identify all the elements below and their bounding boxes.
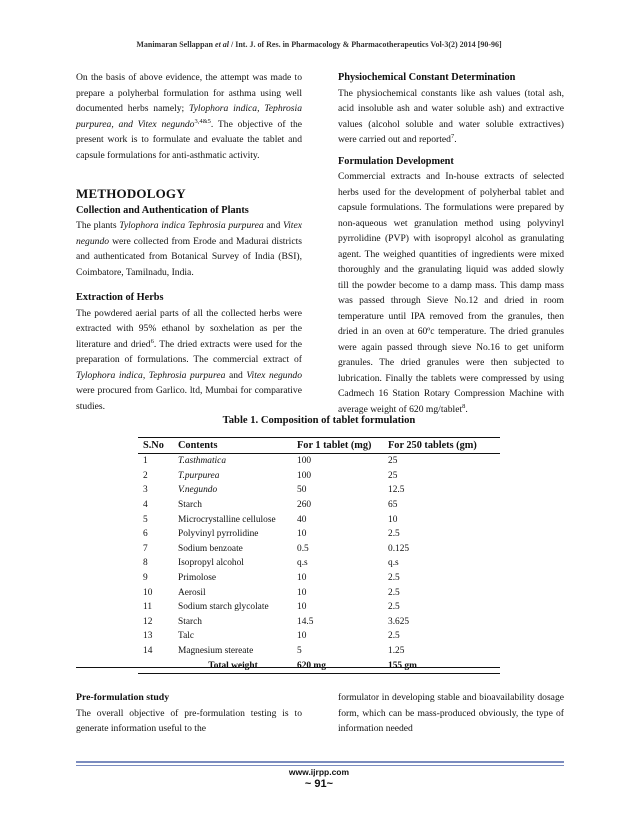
cell-per-250: 2.5 bbox=[388, 602, 400, 613]
table-row bbox=[138, 483, 500, 498]
bottom-left-column bbox=[76, 690, 302, 737]
cell-per-250: 2.5 bbox=[388, 587, 400, 598]
table-row bbox=[138, 571, 500, 586]
cell-per-250: 25 bbox=[388, 456, 398, 467]
preformulation-heading: Pre-formulation study bbox=[76, 692, 170, 703]
cell-per-250: 65 bbox=[388, 500, 398, 511]
physio-heading: Physiochemical Constant Determination bbox=[338, 72, 516, 83]
cell-contents: Starch bbox=[178, 616, 202, 627]
collection-paragraph: The plants Tylophora indica Tephrosia purpurea and Vitex negundo were collected from Erode and Madurai districts and authenticated from Botanical Survey of India (BSI), Coimbatore, Tamilnadu, India. bbox=[76, 220, 302, 278]
footer-rule-thick bbox=[76, 761, 564, 763]
cell-per-tablet: 260 bbox=[297, 500, 312, 511]
cell-per-tablet: 100 bbox=[297, 470, 312, 481]
cell-sno: 7 bbox=[143, 543, 148, 554]
cell-sno: 12 bbox=[143, 616, 153, 627]
table-row bbox=[138, 600, 500, 615]
table-row bbox=[138, 498, 500, 513]
cell-per-tablet: q.s bbox=[297, 558, 308, 569]
extraction-paragraph: The powdered aerial parts of all the collected herbs were extracted with 95% ethanol by soxhelation as per the literature and dried$^6$. The dried extracts were used for the preparation of formulations. The commercial extract of Tylophora indica, Tephrosia purpurea and Vitex negundo were procured from Garlico. ltd, Mumbai for comparative studies. bbox=[76, 307, 302, 412]
cell-contents: Sodium starch glycolate bbox=[178, 602, 269, 613]
cell-contents: Aerosil bbox=[178, 587, 206, 598]
cell-contents: Polyvinyl pyrrolidine bbox=[178, 529, 259, 540]
cell-per-250: 12.5 bbox=[388, 485, 405, 496]
header-contents: Contents bbox=[173, 438, 292, 454]
header-per-250: For 250 tablets (gm) bbox=[383, 438, 500, 454]
cell-per-250: 2.5 bbox=[388, 573, 400, 584]
physio-paragraph: The physiochemical constants like ash values (total ash, acid insoluble ash and water soluble ash) and extractive values (alcohol soluble and water soluble extractives) were carried out and reported$^7$. bbox=[338, 87, 564, 145]
table-row bbox=[138, 585, 500, 600]
page-number: ~ 91~ bbox=[304, 778, 334, 790]
table-row bbox=[138, 556, 500, 571]
cell-sno: 14 bbox=[143, 646, 153, 657]
cell-per-250: 0.125 bbox=[388, 543, 410, 554]
cell-sno: 3 bbox=[143, 485, 148, 496]
intro-paragraph: On the basis of above evidence, the attempt was made to prepare a polyherbal formulation for asthma using well documented herbs namely; Tylophora indica, Tephrosia purpurea, and Vitex negundo$^{3,4\&5}$. The objective of the present work is to formulate and evaluate the tablet and capsule formulations for anti-asthmatic activity. bbox=[76, 72, 303, 161]
cell-contents: Microcrystalline cellulose bbox=[178, 514, 276, 525]
cell-per-tablet: 40 bbox=[297, 514, 307, 525]
cell-sno: 8 bbox=[143, 558, 148, 569]
table-row bbox=[138, 469, 500, 484]
table-row bbox=[138, 615, 500, 630]
preformulation-paragraph: The overall objective of pre-formulation testing is to generate information useful to the bbox=[76, 707, 302, 734]
cell-sno: 1 bbox=[143, 456, 148, 467]
formulation-paragraph: Commercial extracts and In-house extracts of selected herbs used for the development of polyherbal tablet and capsule formulations. The formulations were prepared by non-aqueous wet granulation method using polyvinyl pyrrolidine (PVP) with isopropyl alcohol as granulating agent. The weighed quantities of ingredients were mixed thoroughly and the granulating liquid was added slowly till the powder become to a damp mass. This damp mass was passed through Sieve No.12 and dried in room temperature until IPA removed from the granules, then dried in an oven at 60ºc temperature. The dried granules were again passed through sieve No.16 to get uniform granules. The dried granules were then subjected to lubrication. Finally the tablets were compressed by using Cadmech 16 Station Rotary Compression Machine with average weight of 620 mg/tablet$^8$. bbox=[338, 171, 564, 415]
section-divider bbox=[76, 667, 500, 668]
cell-per-tablet: 0.5 bbox=[297, 543, 309, 554]
extraction-heading: Extraction of Herbs bbox=[76, 292, 164, 303]
footer-rule-thin bbox=[76, 765, 564, 766]
preformulation-continued: formulator in developing stable and bioavailability dosage form, which can be mass-produced obviously, the type of information needed bbox=[338, 692, 564, 734]
header-sno: S.No bbox=[138, 438, 173, 454]
cell-contents: V.negundo bbox=[178, 485, 218, 496]
cell-contents: T.asthmatica bbox=[178, 456, 227, 467]
formulation-heading: Formulation Development bbox=[338, 155, 454, 167]
table-title: Table 1. Composition of tablet formulation bbox=[222, 415, 416, 426]
cell-per-tablet: 10 bbox=[297, 631, 307, 642]
cell-contents: Sodium benzoate bbox=[178, 543, 243, 554]
table-row bbox=[138, 512, 500, 527]
table-header-row bbox=[138, 438, 500, 454]
cell-sno: 9 bbox=[143, 573, 148, 584]
cell-per-tablet: 10 bbox=[297, 602, 307, 613]
cell-sno: 4 bbox=[143, 500, 148, 511]
cell-per-250: q.s bbox=[388, 558, 399, 569]
total-per-tablet: 620 mg bbox=[292, 658, 383, 673]
table-row bbox=[138, 629, 500, 644]
cell-per-tablet: 5 bbox=[297, 646, 302, 657]
left-column bbox=[76, 70, 302, 414]
cell-contents: Primolose bbox=[178, 573, 217, 584]
cell-sno: 2 bbox=[143, 470, 148, 481]
cell-contents: Starch bbox=[178, 500, 202, 511]
cell-per-tablet: 50 bbox=[297, 485, 307, 496]
total-per-250: 155 gm bbox=[383, 658, 500, 673]
collection-heading: Collection and Authentication of Plants bbox=[76, 204, 249, 216]
cell-contents: Talc bbox=[178, 631, 194, 642]
cell-sno: 5 bbox=[143, 514, 148, 525]
cell-sno: 10 bbox=[143, 587, 153, 598]
cell-sno: 6 bbox=[143, 529, 148, 540]
cell-per-tablet: 10 bbox=[297, 587, 307, 598]
total-label: Total weight bbox=[173, 658, 292, 673]
footer-url: www.ijrpp.com bbox=[288, 767, 350, 777]
cell-per-250: 10 bbox=[388, 514, 398, 525]
header-per-tablet: For 1 tablet (mg) bbox=[292, 438, 383, 454]
cell-per-250: 2.5 bbox=[388, 529, 400, 540]
table-total-row bbox=[138, 658, 500, 673]
cell-sno: 11 bbox=[143, 602, 153, 613]
table-row bbox=[138, 644, 500, 659]
total-blank bbox=[138, 658, 173, 673]
cell-per-tablet: 100 bbox=[297, 456, 312, 467]
cell-per-250: 1.25 bbox=[388, 646, 405, 657]
methodology-heading: METHODOLOGY bbox=[76, 186, 186, 201]
running-header: Manimaran Sellappan et al / Int. J. of Res. in Pharmacology & Pharmacotherapeutics Vol-3(2) 2014 [90-96] bbox=[136, 40, 502, 49]
cell-per-tablet: 10 bbox=[297, 529, 307, 540]
cell-per-tablet: 14.5 bbox=[297, 616, 314, 627]
table-row bbox=[138, 542, 500, 557]
right-column bbox=[338, 70, 564, 417]
cell-per-250: 3.625 bbox=[388, 616, 410, 627]
cell-sno: 13 bbox=[143, 631, 153, 642]
cell-contents: T.purpurea bbox=[178, 470, 220, 481]
cell-per-250: 25 bbox=[388, 470, 398, 481]
table-row bbox=[138, 527, 500, 542]
cell-contents: Isopropyl alcohol bbox=[178, 558, 244, 569]
table-body bbox=[138, 454, 500, 674]
cell-contents: Magnesium stereate bbox=[178, 646, 254, 657]
composition-table bbox=[138, 437, 500, 674]
bottom-right-column bbox=[338, 690, 564, 737]
cell-per-250: 2.5 bbox=[388, 631, 400, 642]
cell-per-tablet: 10 bbox=[297, 573, 307, 584]
table-row bbox=[138, 454, 500, 469]
